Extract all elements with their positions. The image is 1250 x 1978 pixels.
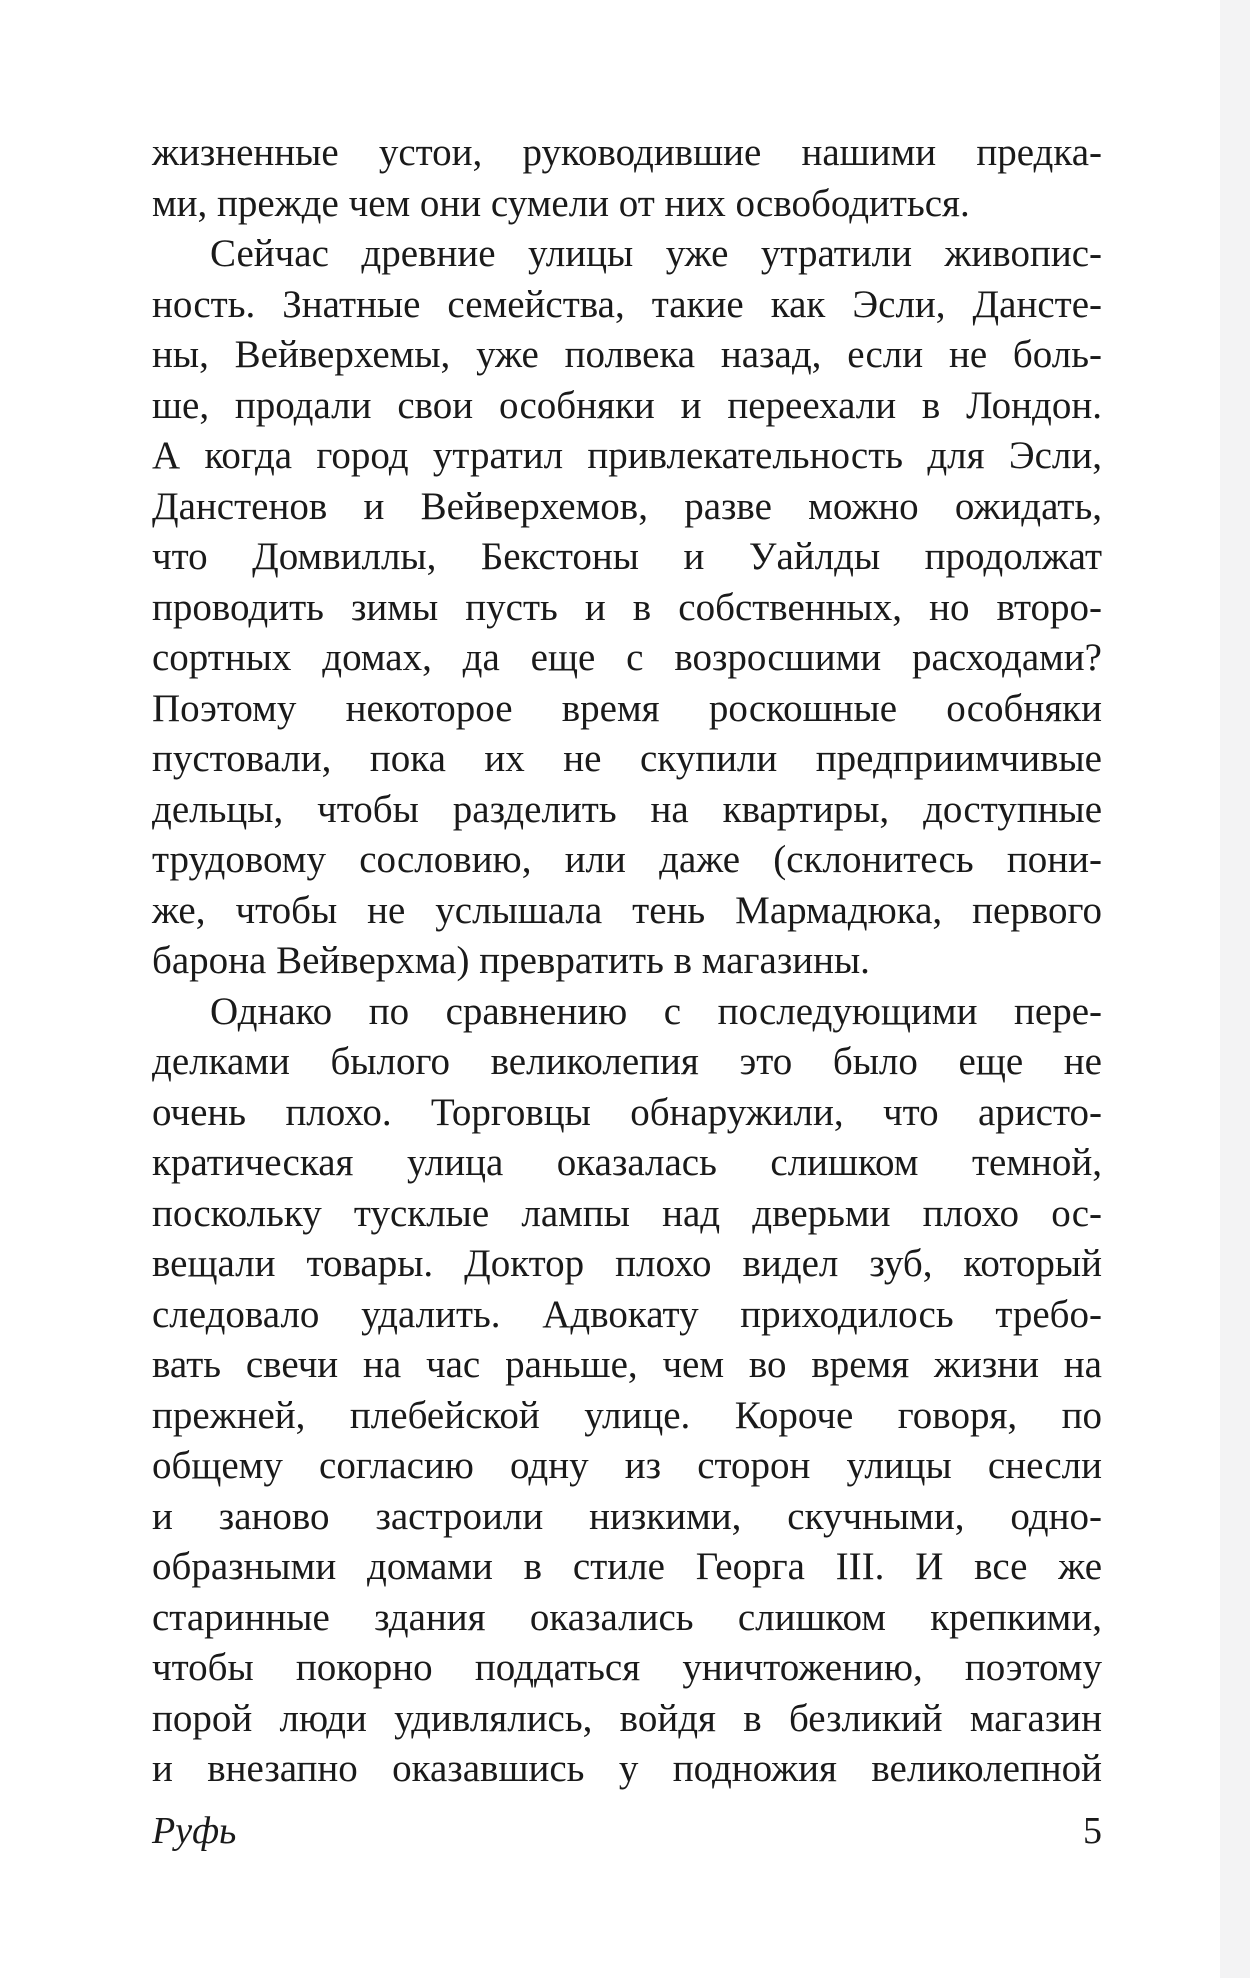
text-line: кратическая улица оказалась слишком темной,: [152, 1141, 1102, 1184]
text-line: ми, прежде чем они сумели от них освободиться.: [152, 181, 970, 225]
page-number: 5: [1083, 1810, 1102, 1852]
text-line: очень плохо. Торговцы обнаружили, что аристо-: [152, 1090, 1102, 1134]
text-line: дельцы, чтобы разделить на квартиры, доступные: [152, 787, 1102, 831]
text-line: поскольку тусклые лампы над дверьми плохо ос-: [152, 1191, 1102, 1235]
text-line: пустовали, пока их не скупили предприимчивые: [152, 737, 1102, 780]
text-line: А когда город утратил привлекательность для Эсли,: [152, 434, 1102, 477]
text-line: ность. Знатные семейства, такие как Эсли, Дансте-: [152, 282, 1102, 326]
text-line: порой люди удивлялись, войдя в безликий магазин: [152, 1696, 1102, 1740]
text-line: вать свечи на час раньше, чем во время жизни на: [152, 1343, 1102, 1386]
text-line: вещали товары. Доктор плохо видел зуб, который: [152, 1242, 1102, 1285]
text-line: и внезапно оказавшись у подножия великолепной: [152, 1747, 1102, 1790]
text-line: и заново застроили низкими, скучными, одно-: [152, 1494, 1102, 1538]
text-line: Данстенов и Вейверхемов, разве можно ожидать,: [152, 484, 1102, 528]
text-line: общему согласию одну из сторон улицы снесли: [152, 1444, 1102, 1487]
text-line: сортных домах, да еще с возросшими расходами?: [152, 636, 1102, 679]
text-line: чтобы покорно поддаться уничтожению, поэтому: [152, 1646, 1102, 1689]
running-title: Руфь: [152, 1810, 237, 1852]
text-line: что Домвиллы, Бекстоны и Уайлды продолжат: [152, 535, 1102, 578]
text-line: Поэтому некоторое время роскошные особняки: [152, 686, 1102, 730]
page-body: [152, 128, 1102, 1795]
text-line: же, чтобы не услышала тень Мармадюка, первого: [152, 888, 1102, 932]
text-line: ны, Вейверхемы, уже полвека назад, если не боль-: [152, 333, 1102, 376]
text-line: старинные здания оказались слишком крепкими,: [152, 1595, 1102, 1639]
page-edge-strip: [1220, 0, 1250, 1978]
page-footer: [152, 1806, 1102, 1856]
text-line: образными домами в стиле Георга III. И все же: [152, 1545, 1102, 1588]
text-line: жизненные устои, руководившие нашими предка-: [152, 131, 1102, 174]
text-line: ше, продали свои особняки и переехали в Лондон.: [152, 383, 1102, 427]
text-line: трудовому сословию, или даже (склонитесь пони-: [152, 838, 1102, 881]
text-line: барона Вейверхма) превратить в магазины.: [152, 939, 870, 982]
text-line: делками былого великолепия это было еще не: [152, 1040, 1102, 1083]
text-line: прежней, плебейской улице. Короче говоря, по: [152, 1393, 1102, 1437]
text-line: Однако по сравнению с последующими пере-: [210, 989, 1102, 1033]
text-line: следовало удалить. Адвокату приходилось требо-: [152, 1292, 1102, 1336]
text-line: проводить зимы пусть и в собственных, но второ-: [152, 585, 1102, 629]
text-line: Сейчас древние улицы уже утратили живопис-: [210, 232, 1102, 275]
